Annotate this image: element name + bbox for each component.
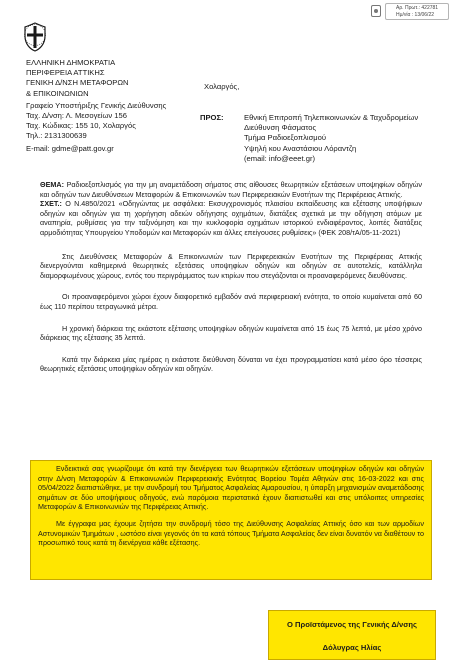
- protocol-stamp-icon: [371, 5, 381, 17]
- recipient-label: ΠΡΟΣ:: [200, 113, 224, 122]
- body-paragraph: Οι προαναφερόμενοι χώροι έχουν διαφορετικό εμβαδόν ανά περιφερειακή ενότητα, το οποίο κυμαίνεται από 60 έως 110 περίπου τετραγωνικά μέτρα.: [40, 292, 422, 311]
- sender-address: Ταχ. Δ/νση: Λ. Μεσογείων 156: [26, 111, 127, 121]
- recipient-line: Υψηλή κου Αναστάσιου Λόραντζη: [244, 143, 357, 153]
- sender-line: ΠΕΡΙΦΕΡΕΙΑ ΑΤΤΙΚΗΣ: [26, 68, 105, 78]
- reference-text: Ο Ν.4850/2021 «Οδηγώντας με ασφάλεια: Εκσυγχρονισμός πλαισίου εκπαίδευσης και εξέτασης υποψήφιων οδηγών και οδηγών για τη χορήγηση αδειών οδήγησης οχημάτων, διατάξεις σχετικά με την οδήγηση ατόμων με αναπηρία, ρυθμίσεις για την ταξινόμηση και την κυκλοφορία οχημάτων ιστορικού ενδιαφέροντος, λοιπές διατάξεις αρμοδιότητας Υπουργείου Υποδομών και Μεταφορών και άλλες επείγουσες ρυθμίσεις» (ΦΕΚ 208/τΑ/05-11-2021): [40, 199, 422, 237]
- greek-coat-of-arms-icon: [22, 22, 48, 52]
- recipient-line: Εθνική Επιτροπή Τηλεπικοινωνιών & Ταχυδρομείων: [244, 113, 419, 122]
- protocol-stamp: [385, 3, 449, 20]
- signature-name: Δόλυγρας Ηλίας: [322, 643, 382, 652]
- highlighted-section: [30, 460, 432, 580]
- reference-label: ΣΧΕΤ.:: [40, 199, 62, 209]
- protocol-date: Ημ/νία : 13/06/22: [396, 12, 435, 18]
- sender-line: ΓΕΝΙΚΗ Δ/ΝΣΗ ΜΕΤΑΦΟΡΩΝ: [26, 78, 129, 88]
- highlighted-paragraph: Με έγγραφα μας έχουμε ζητήσει την συνδρομή τόσο της Διεύθυνσης Ασφαλείας Αττικής όσο και των αρμοδίων Αστυνομικών Τμημάτων , ωστόσο είναι γεγονός ότι τα κατά τόπους Τμήματα Ασφαλείας δεν είναι δυνατόν να διαθέτουν το προσωπικό τους κατά τη διενέργεια κάθε εξέτασης.: [38, 518, 424, 548]
- body-paragraph: Η χρονική διάρκεια της εκάστοτε εξέτασης υποψηφίων οδηγών κυμαίνεται από 15 έως 75 λεπτά, με μέσο χρόνο διάρκειας της εξέτασης 35 λεπτά.: [40, 323, 422, 343]
- protocol-number: Αρ. Πρωτ.: 422781: [396, 5, 439, 11]
- body-paragraph: Κατά την διάρκεια μίας ημέρας η εκάστοτε διεύθυνση δύναται να έχει προγραμματίσει κατά μέσο όρο τέσσερις θεωρητικές εξετάσεις υποψηφίων οδηγών και οδηγών.: [40, 354, 422, 374]
- body-paragraph: Στις Διευθύνσεις Μεταφορών & Επικοινωνιών των Περιφερειακών Ενοτήτων της Περιφέρειας Αττικής διενεργούνται καθημερινά θεωρητικές εξετάσεις υποψηφίων οδηγών και οδηγών σε αυτοτελείς, κατάλληλα διαμορφωμένους χώρους, εντός του περιγράμματος των κτιρίων που στεγάζονται οι προαναφερόμενες διευθύνσεις.: [40, 251, 422, 280]
- sender-line: ΕΛΛΗΝΙΚΗ ΔΗΜΟΚΡΑΤΙΑ: [26, 58, 116, 67]
- recipient-line: Τμήμα Ραδιοεξοπλισμού: [244, 133, 327, 143]
- sender-line: & ΕΠΙΚΟΙΝΩΝΙΩΝ: [26, 88, 89, 98]
- signature-block: [268, 610, 436, 660]
- subject-paragraph: [40, 180, 422, 199]
- sender-email: E-mail: gdme@patt.gov.gr: [26, 143, 114, 153]
- reference-paragraph: [40, 199, 422, 237]
- sender-office: Γραφείο Υποστήριξης Γενικής Διεύθυνσης: [26, 100, 167, 110]
- recipient-block: [200, 113, 418, 164]
- subject-label: ΘΕΜΑ:: [40, 180, 64, 189]
- subject-text: Ραδιοεξοπλισμός για την μη αναμετάδοση σήματος στις αίθουσες θεωρητικών εξετάσεων υποψηφίων οδηγών και οδηγών των Διευθύνσεων Μεταφορών & Επικοινωνιών των Περιφερειακών Ενοτήτων της Περιφέρειας Αττικής.: [40, 180, 422, 199]
- recipient-email: (email: info@eeet.gr): [244, 153, 316, 163]
- signature-title: Ο Προϊστάμενος της Γενικής Δ/νσης: [287, 620, 417, 629]
- place-date: Χολαργός,: [204, 82, 240, 91]
- highlighted-paragraph: Ενδεικτικά σας γνωρίζουμε ότι κατά την διενέργεια των θεωρητικών εξετάσεων υποψηφίων οδηγών και οδηγών στην Δ/νση Μεταφορών & Επικοινωνιών Περιφερειακής Ενότητας Βορείου Τομέα Αθηνών στις 16-03-2022 και στις 05/04/2022 διαπιστώθηκε, με την συνδρομή του Τμήματος Ασφαλείας Αμαρουσίου, η ύπαρξη μηχανισμών αναμετάδοσης σημάτων σε δύο υποψήφιους οδηγούς, ενώ παρόμοια περιστατικά έχουν διαπιστωθεί και στις υπόλοιπες υπηρεσίες Μεταφορών & Επικοινωνιών της Περιφέρειας Αττικής.: [38, 464, 424, 512]
- letter-body: [40, 180, 422, 374]
- recipient-line: Διεύθυνση Φάσματος: [244, 123, 317, 133]
- sender-phone: Τηλ.: 2131300639: [26, 131, 87, 141]
- sender-block: [26, 58, 166, 154]
- sender-postcode: Ταχ. Κώδικας: 155 10, Χολαργός: [26, 121, 136, 131]
